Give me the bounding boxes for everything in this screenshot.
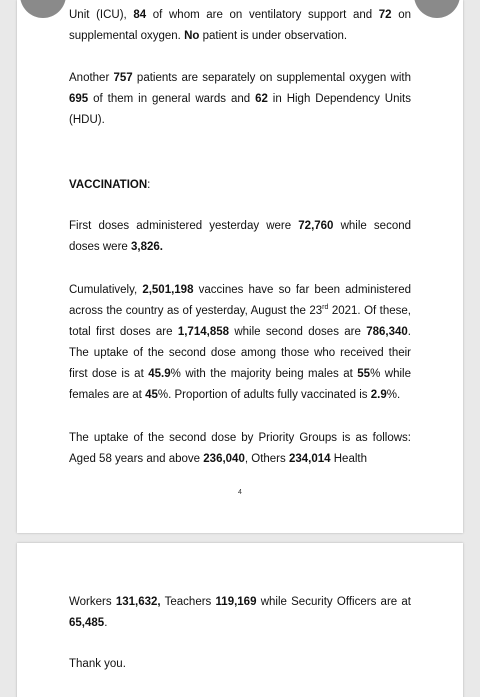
text-run: %. Proportion of adults fully vaccinated is [157,389,371,401]
bold-number: 72,760 [298,220,334,232]
bold-number: 1,714,858 [177,326,230,338]
text-run: in High Dependency Units (HDU). [69,93,411,126]
bold-number: 786,340 [366,326,408,338]
bold-word: No [184,30,200,42]
ordinal-suffix: rd [322,304,329,312]
text-run: . The uptake of the second dose among those who received their first dose is at [69,326,411,380]
paragraph-cumulative-vaccines [69,280,411,406]
text-run: patient is under observation. [199,30,348,42]
text-run: Teachers [160,596,216,608]
text-run: Health [330,453,367,465]
bold-number: 45 [145,389,158,401]
text-run: of whom are on ventilatory support and [146,9,379,21]
bold-number: 119,169 [215,596,257,608]
bold-number: 2.9 [370,389,387,401]
bold-number: 84 [133,9,147,21]
bold-number: 234,014 [288,453,331,465]
bold-number: 65,485 [69,617,105,629]
paragraph-supplemental-oxygen [69,68,411,131]
document-page-4 [17,0,463,533]
bold-number: 695 [69,93,89,105]
text-run: Cumulatively, [69,284,143,296]
text-run: while Security Officers are at [256,596,411,608]
text-run: %. [386,389,401,401]
bold-number: 62 [255,93,268,105]
bold-number: 757 [113,72,133,84]
text-run: on supplemental oxygen. [69,9,411,42]
text-run: The uptake of the second dose by Priority Groups is as follows: Aged 58 years and above [69,432,411,465]
text-run: , Others [244,453,289,465]
bold-number: 131,632, [115,596,161,608]
bold-number: 45.9 [148,368,171,380]
text-run: Another [69,72,114,84]
bold-number: 55 [357,368,371,380]
text-run: : [147,179,151,191]
page-number: 4 [238,489,242,496]
text-run: 2021. Of these, total first doses are [69,305,411,338]
text-run: First doses administered yesterday were [69,220,299,232]
bold-number: 2,501,198 [142,284,194,296]
text-run: % while females are at [69,368,411,401]
paragraph-icu-status [69,5,411,47]
bold-number: 3,826. [131,241,163,253]
bold-number: 236,040 [203,453,245,465]
text-run: vaccines have so far been administered across the country as of yesterday, August the 23 [69,284,411,317]
text-run: patients are separately on supplemental oxygen with [132,72,411,84]
paragraph-priority-groups [69,428,411,470]
paragraph-daily-doses [69,216,411,258]
text-run: of them in general wards and [88,93,256,105]
text-run: while second doses were [69,220,412,253]
bold-number: 72 [378,9,392,21]
text-run: while second doses are [229,326,367,338]
section-heading-vaccination [69,175,411,196]
text-run: Unit (ICU), [69,9,134,21]
text-run: % with the majority being males at [170,368,358,380]
paragraph-thank-you: Thank you. [69,658,126,670]
heading-text: VACCINATION [69,179,148,191]
document-page-5 [17,543,463,697]
paragraph-workers-teachers [69,592,411,634]
text-run: . [104,617,108,629]
text-run: Workers [69,596,116,608]
